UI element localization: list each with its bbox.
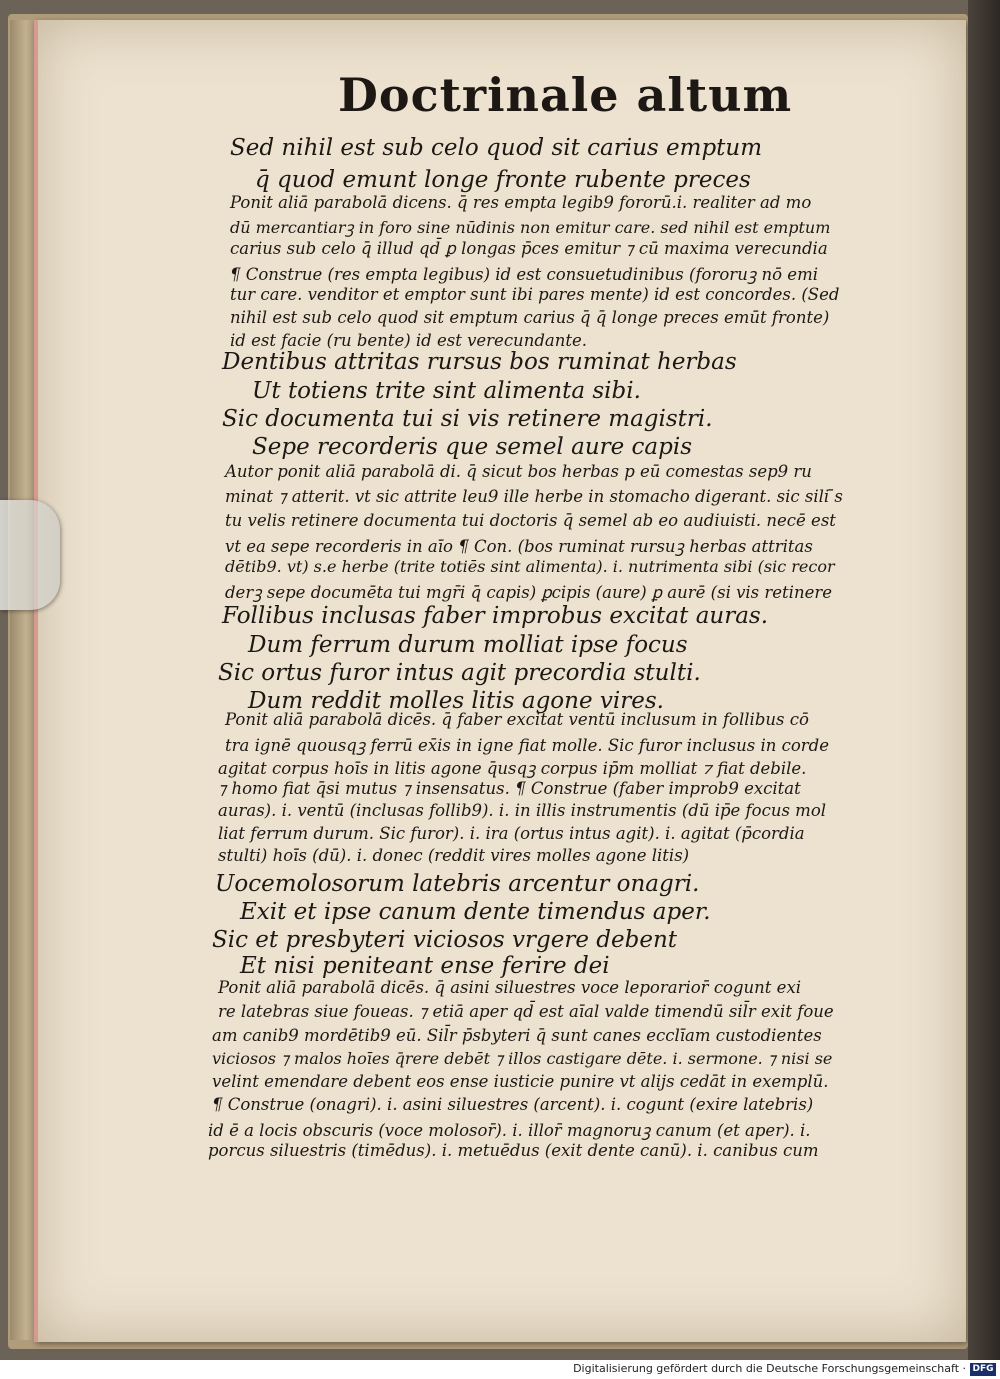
verse-line: Sic ortus furor intus agit precordia stulti. xyxy=(218,660,701,686)
dfg-logo: DFG xyxy=(970,1363,996,1376)
gloss-line: Ponit aliā parabolā dicēs. q̄ asini siluestres voce leporarior̄ cogunt exi xyxy=(218,978,802,997)
verse-line: Et nisi peniteant ense ferire dei xyxy=(240,953,610,979)
gloss-line: ¶ Construe (onagri). i. asini siluestres (arcent). i. cogunt (exire latebris) xyxy=(212,1095,814,1114)
gloss-line: auras). i. ventū (inclusas follib9). i. in illis instrumentis (dū ip̄e focus mol xyxy=(218,801,827,820)
gloss-line: tur care. venditor et emptor sunt ibi pares mente) id est concordes. (Sed xyxy=(230,285,840,304)
gloss-line: ¶ Construe (res empta legibus) id est consuetudinibus (fororuꝫ nō emi xyxy=(230,265,818,284)
page-title: Doctrinale altum xyxy=(338,68,793,122)
gloss-line: dētib9. vt) s.e herbe (trite totiēs sint alimenta). i. nutrimenta sibi (sic recor xyxy=(225,557,835,576)
verse-line: Dentibus attritas rursus bos ruminat herbas xyxy=(222,349,737,375)
gloss-line: tra ignē quousqꝫ ferrū ex̄is in igne fiat molle. Sic furor inclusus in corde xyxy=(225,736,829,755)
gloss-line: dū mercantiarꝫ in foro sine nūdinis non emitur care. sed nihil est emptum xyxy=(230,218,831,237)
gloss-line: ⁊ homo fiat q̄si mutus ⁊ insensatus. ¶ Construe (faber improb9 excitat xyxy=(218,779,801,798)
verse-line: q̄ quod emunt longe fronte rubente preces xyxy=(255,167,751,193)
gloss-line: id ē a locis obscuris (voce molosor̄). i. illor̄ magnoruꝫ canum (et aper). i. xyxy=(208,1121,811,1140)
verse-line: Uocemolosorum latebris arcentur onagri. xyxy=(215,871,700,897)
verse-line: Follibus inclusas faber improbus excitat auras. xyxy=(222,603,769,629)
gloss-line: minat ⁊ atterit. vt sic attrite leu9 ille herbe in stomacho digerant. sic sili ̄s xyxy=(225,487,843,506)
verse-line: Ut totiens trite sint alimenta sibi. xyxy=(252,378,641,404)
verse-line: Sepe recorderis que semel aure capis xyxy=(252,434,693,460)
footer-bar xyxy=(0,1360,1000,1379)
gloss-line: liat ferrum durum. Sic furor). i. ira (ortus intus agit). i. agitat (p̄cordia xyxy=(218,824,805,843)
verse-line: Exit et ipse canum dente timendus aper. xyxy=(240,899,711,925)
verse-line: Sic documenta tui si vis retinere magistri. xyxy=(222,406,713,432)
gloss-line: am canib9 mordētib9 eū. Sil̄r p̄sbyteri q̄ sunt canes ecclīam custodientes xyxy=(212,1026,822,1045)
gloss-line: vt ea sepe recorderis in aīo ¶ Con. (bos ruminat rursuꝫ herbas attritas xyxy=(225,537,813,556)
gloss-line: porcus siluestris (timēdus). i. metuēdus (exit dente canū). i. canibus cum xyxy=(208,1141,819,1160)
gloss-line: Ponit aliā parabolā dicens. q̄ res empta legib9 fororū.i. realiter ad mo xyxy=(230,193,812,212)
verse-line: Sic et presbyteri viciosos vrgere debent xyxy=(212,927,677,953)
gloss-line: carius sub celo q̄ illud qd̄ ꝑ longas p̄ces emitur ⁊ cū maxima verecundia xyxy=(230,239,828,258)
gloss-line: velint emendare debent eos ense iusticie punire vt alijs cedāt in exemplū. xyxy=(212,1072,829,1091)
gloss-line: Autor ponit aliā parabolā di. q̄ sicut bos herbas p eū comestas sep9 ru xyxy=(225,462,812,481)
gloss-line: Ponit aliā parabolā dicēs. q̄ faber excitat ventū inclusum in follibus cō xyxy=(225,710,809,729)
gloss-line: re latebras siue foueas. ⁊ etiā aper qd̄ est aīal valde timendū sil̄r exit foue xyxy=(218,1002,834,1021)
verse-line: Sed nihil est sub celo quod sit carius emptum xyxy=(230,135,763,161)
gloss-line: agitat corpus hoīs in litis agone q̄usqꝫ corpus ip̄m molliat ⁊ fiat debile. xyxy=(218,759,807,778)
gloss-line: viciosos ⁊ malos hoīes q̄rere debēt ⁊ illos castigare dēte. i. sermone. ⁊ nisi se xyxy=(212,1049,833,1068)
gloss-line: nihil est sub celo quod sit emptum carius q̄ q̄ longe preces emūt fronte) xyxy=(230,308,830,327)
gloss-line: stulti) hoīs (dū). i. donec (reddit vires molles agone litis) xyxy=(218,846,690,865)
verse-line: Dum reddit molles litis agone vires. xyxy=(248,688,664,714)
gloss-line: id est facie (ru bente) id est verecundante. xyxy=(230,331,587,350)
verse-line: Dum ferrum durum molliat ipse focus xyxy=(248,632,688,658)
funding-credit: Digitalisierung gefördert durch die Deutsche Forschungsgemeinschaft · xyxy=(573,1362,966,1375)
gloss-line: tu velis retinere documenta tui doctoris q̄ semel ab eo audiuisti. necē est xyxy=(225,511,836,530)
gloss-line: derꝫ sepe documēta tui mgr̄i q̄ capis) ꝑcipis (aure) ꝑ aurē (si vis retinere xyxy=(225,583,832,602)
